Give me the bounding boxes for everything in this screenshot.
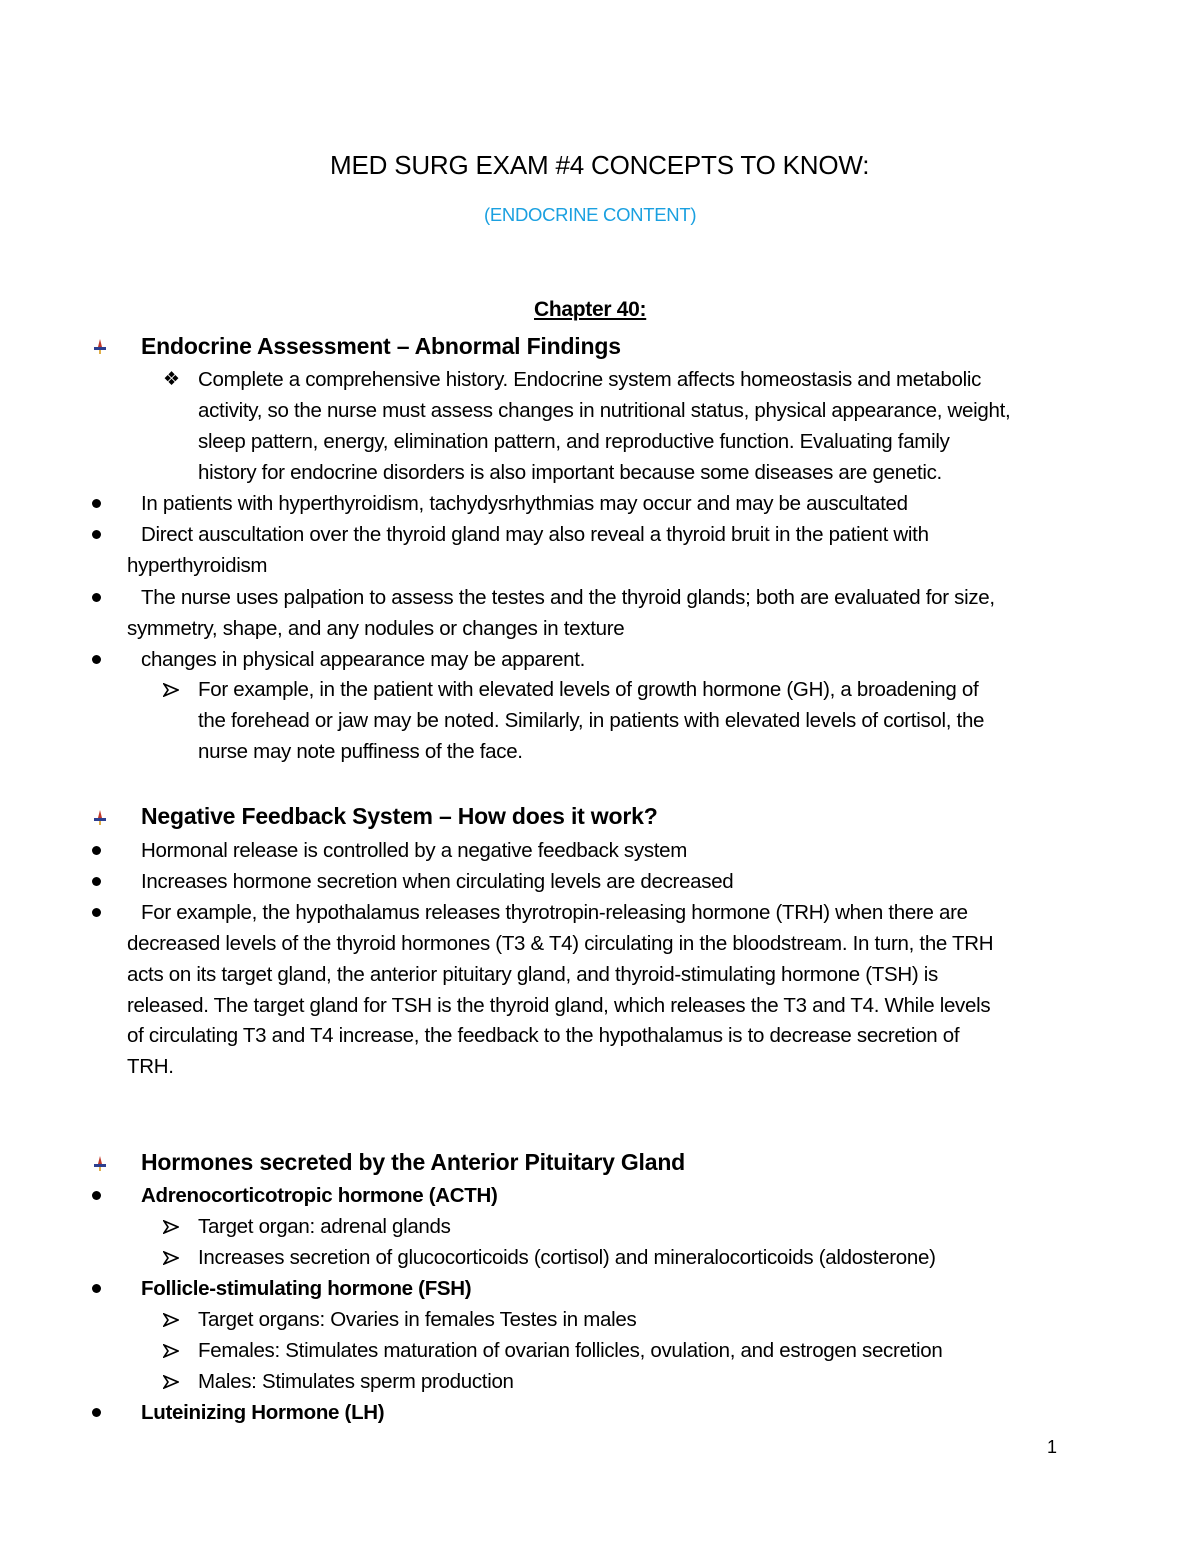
arrow-item-line: the forehead or jaw may be noted. Similarly, in patients with elevated levels of cortisol, the	[198, 709, 985, 732]
hormone-fsh: Follicle-stimulating hormone (FSH)	[141, 1277, 472, 1300]
bullet-icon	[92, 1284, 101, 1293]
diamond-bullet-icon: ❖	[163, 369, 181, 390]
list-item-continuation: of circulating T3 and T4 increase, the feedback to the hypothalamus is to decrease secretion of	[127, 1024, 960, 1047]
page-title: MED SURG EXAM #4 CONCEPTS TO KNOW:	[330, 150, 870, 180]
list-item-continuation: hyperthyroidism	[127, 554, 268, 577]
arrow-item-line: Females: Stimulates maturation of ovarian follicles, ovulation, and estrogen secretion	[198, 1339, 943, 1362]
bullet-icon	[92, 846, 101, 855]
section-heading-negative-feedback: Negative Feedback System – How does it work?	[141, 803, 658, 829]
list-item: The nurse uses palpation to assess the testes and the thyroid glands; both are evaluated for size,	[141, 586, 995, 609]
arrow-item-line: Males: Stimulates sperm production	[198, 1370, 514, 1393]
arrowhead-bullet-icon	[163, 1220, 179, 1234]
bullet-icon	[92, 593, 101, 602]
list-item-continuation: released. The target gland for TSH is the thyroid gland, which releases the T3 and T4. While levels	[127, 994, 991, 1017]
pushpin-icon	[92, 338, 108, 354]
arrow-item-line: nurse may note puffiness of the face.	[198, 740, 523, 763]
list-item: Increases hormone secretion when circulating levels are decreased	[141, 870, 734, 893]
diamond-item-line: activity, so the nurse must assess changes in nutritional status, physical appearance, weight,	[198, 399, 1011, 422]
chapter-heading: Chapter 40:	[534, 298, 647, 321]
bullet-icon	[92, 908, 101, 917]
list-item: Hormonal release is controlled by a negative feedback system	[141, 839, 688, 862]
diamond-item-line: sleep pattern, energy, elimination pattern, and reproductive function. Evaluating family	[198, 430, 950, 453]
arrowhead-bullet-icon	[163, 1313, 179, 1327]
bullet-icon	[92, 1408, 101, 1417]
bullet-icon	[92, 499, 101, 508]
hormone-lh: Luteinizing Hormone (LH)	[141, 1401, 385, 1424]
arrow-item-line: Target organs: Ovaries in females Testes in males	[198, 1308, 637, 1331]
page-number: 1	[1047, 1437, 1057, 1457]
list-item-continuation: decreased levels of the thyroid hormones (T3 & T4) circulating in the bloodstream. In turn, the TRH	[127, 932, 994, 955]
list-item: Direct auscultation over the thyroid gland may also reveal a thyroid bruit in the patient with	[141, 523, 929, 546]
arrowhead-bullet-icon	[163, 1375, 179, 1389]
arrowhead-bullet-icon	[163, 1344, 179, 1358]
bullet-icon	[92, 530, 101, 539]
arrow-item-line: Target organ: adrenal glands	[198, 1215, 451, 1238]
list-item-continuation: acts on its target gland, the anterior pituitary gland, and thyroid-stimulating hormone (TSH) is	[127, 963, 938, 986]
arrowhead-bullet-icon	[163, 683, 179, 697]
list-item: changes in physical appearance may be apparent.	[141, 648, 586, 671]
section-heading-endocrine-assessment: Endocrine Assessment – Abnormal Findings	[141, 333, 621, 359]
diamond-item-line: history for endocrine disorders is also important because some diseases are genetic.	[198, 461, 942, 484]
bullet-icon	[92, 655, 101, 664]
section-heading-anterior-pituitary: Hormones secreted by the Anterior Pituitary Gland	[141, 1149, 686, 1175]
arrowhead-bullet-icon	[163, 1251, 179, 1265]
diamond-item-line: Complete a comprehensive history. Endocrine system affects homeostasis and metabolic	[198, 368, 982, 391]
arrow-item-line: Increases secretion of glucocorticoids (cortisol) and mineralocorticoids (aldosterone)	[198, 1246, 936, 1269]
hormone-acth: Adrenocorticotropic hormone (ACTH)	[141, 1184, 498, 1207]
bullet-icon	[92, 1191, 101, 1200]
list-item-continuation: symmetry, shape, and any nodules or changes in texture	[127, 617, 625, 640]
bullet-icon	[92, 877, 101, 886]
arrow-item-line: For example, in the patient with elevated levels of growth hormone (GH), a broadening of	[198, 678, 979, 701]
pushpin-icon	[92, 809, 108, 825]
list-item: In patients with hyperthyroidism, tachydysrhythmias may occur and may be auscultated	[141, 492, 908, 515]
page-subtitle: (ENDOCRINE CONTENT)	[484, 204, 697, 225]
list-item: For example, the hypothalamus releases thyrotropin-releasing hormone (TRH) when there are	[141, 901, 968, 924]
pushpin-icon	[92, 1155, 108, 1171]
list-item-continuation: TRH.	[127, 1055, 174, 1078]
